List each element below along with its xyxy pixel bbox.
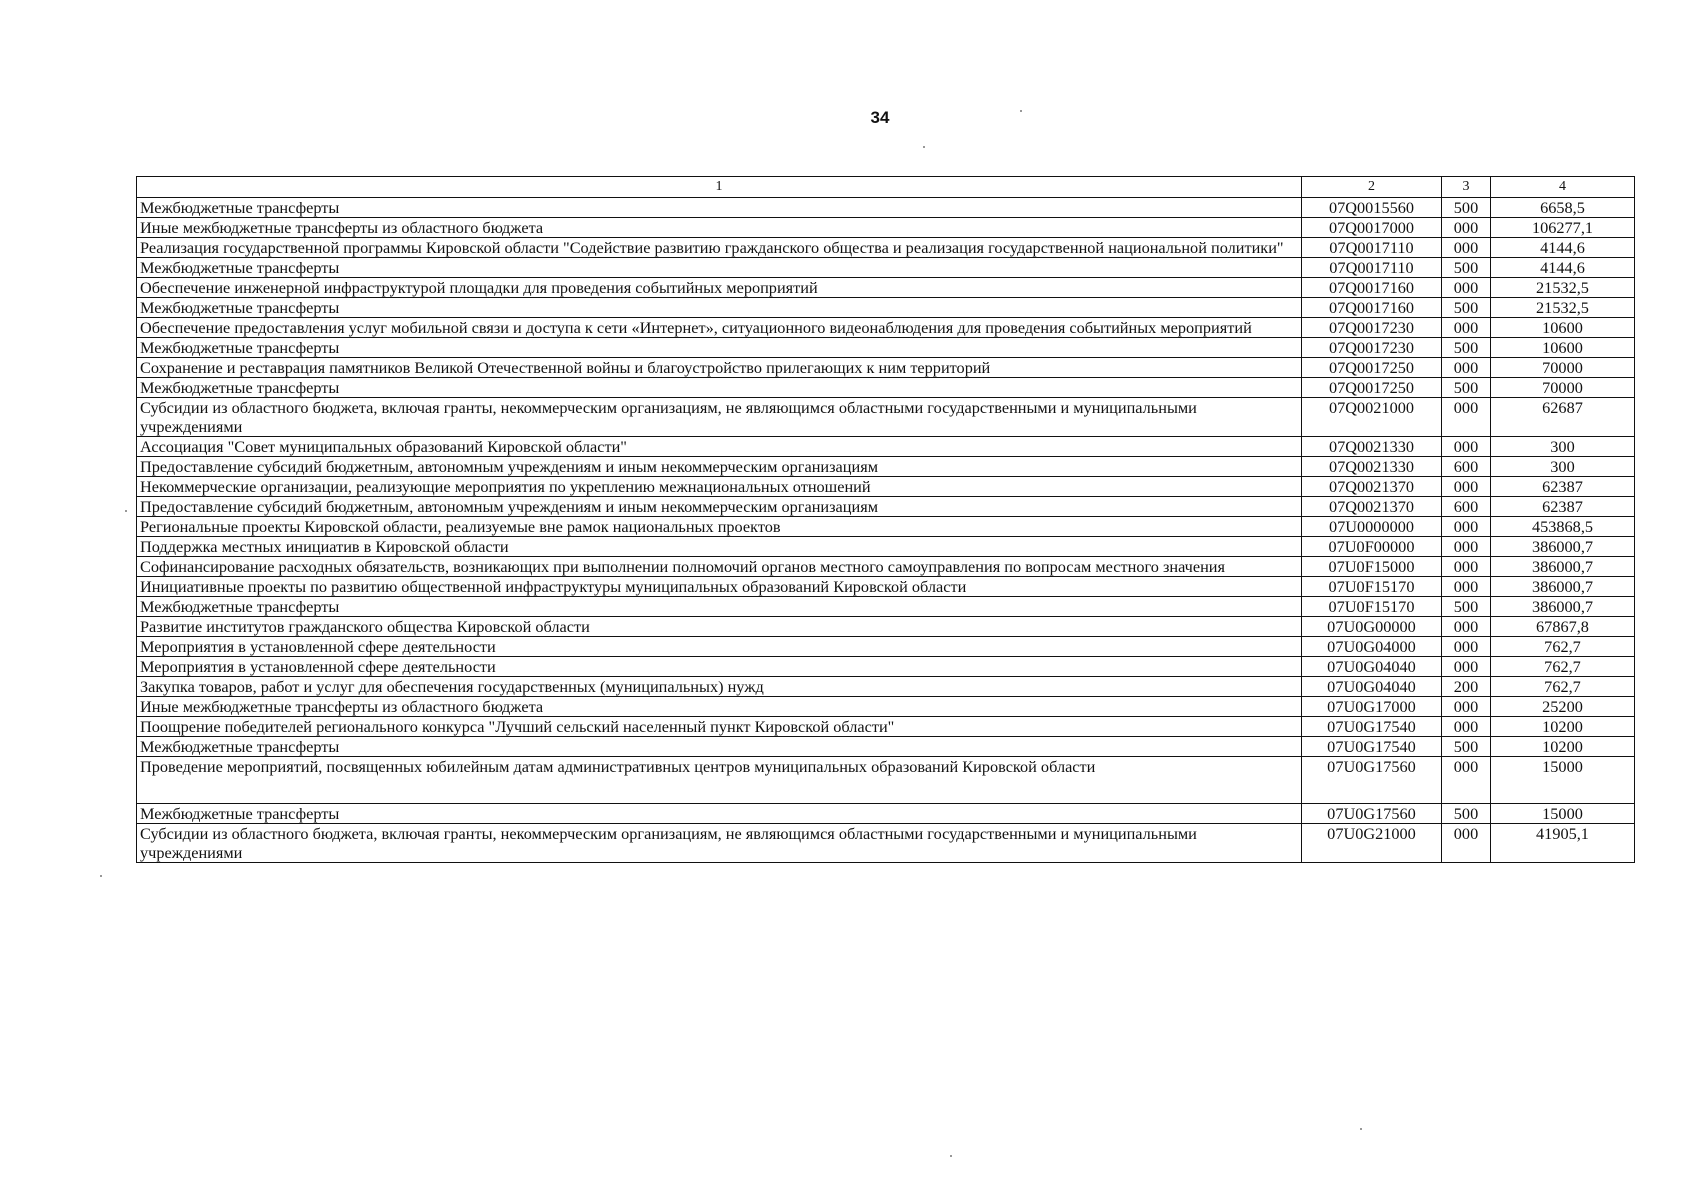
row-value-cell: 10600 (1491, 338, 1635, 358)
row-name-cell: Межбюджетные трансферты (137, 198, 1302, 218)
scan-speck (1360, 1128, 1362, 1130)
table-row (137, 338, 1635, 358)
row-code-cell: 07Q0021370 (1302, 477, 1442, 497)
row-value-cell: 70000 (1491, 378, 1635, 398)
row-code-cell: 07U0G04040 (1302, 657, 1442, 677)
row-name-cell: Субсидии из областного бюджета, включая гранты, некоммерческим организациям, не являющимся областными государственными и муниципальными учреждениями (137, 824, 1302, 863)
row-type-cell: 000 (1442, 637, 1491, 657)
table-row (137, 238, 1635, 258)
row-type-cell: 500 (1442, 258, 1491, 278)
row-name-cell: Предоставление субсидий бюджетным, автономным учреждениям и иным некоммерческим организациям (137, 497, 1302, 517)
row-value-cell: 10600 (1491, 318, 1635, 338)
row-name-cell: Обеспечение инженерной инфраструктурой площадки для проведения событийных мероприятий (137, 278, 1302, 298)
row-type-cell: 500 (1442, 298, 1491, 318)
row-value-cell: 62387 (1491, 497, 1635, 517)
row-type-cell: 000 (1442, 657, 1491, 677)
row-value-cell: 62387 (1491, 477, 1635, 497)
table-row (137, 318, 1635, 338)
row-type-cell: 000 (1442, 577, 1491, 597)
table-row (137, 597, 1635, 617)
row-type-cell: 600 (1442, 497, 1491, 517)
row-name-cell: Мероприятия в установленной сфере деятельности (137, 657, 1302, 677)
row-name-cell: Софинансирование расходных обязательств, возникающих при выполнении полномочий органов местного самоуправления по вопросам местного значения (137, 557, 1302, 577)
row-name-cell: Развитие институтов гражданского общества Кировской области (137, 617, 1302, 637)
row-type-cell: 500 (1442, 378, 1491, 398)
table-row (137, 737, 1635, 757)
row-code-cell: 07Q0021000 (1302, 398, 1442, 437)
row-code-cell: 07U0G17560 (1302, 757, 1442, 804)
row-type-cell: 500 (1442, 804, 1491, 824)
row-type-cell: 000 (1442, 238, 1491, 258)
column-header-1: 1 (137, 177, 1302, 198)
row-type-cell: 000 (1442, 398, 1491, 437)
row-code-cell: 07U0G17540 (1302, 737, 1442, 757)
row-name-cell: Иные межбюджетные трансферты из областного бюджета (137, 697, 1302, 717)
table-header-row (137, 177, 1635, 198)
table-row (137, 457, 1635, 477)
scan-speck (950, 1155, 952, 1157)
table-body (137, 198, 1635, 863)
row-type-cell: 500 (1442, 198, 1491, 218)
budget-table (136, 176, 1635, 863)
row-value-cell: 4144,6 (1491, 258, 1635, 278)
row-type-cell: 000 (1442, 537, 1491, 557)
row-value-cell: 762,7 (1491, 637, 1635, 657)
scan-speck (100, 875, 102, 877)
row-value-cell: 21532,5 (1491, 298, 1635, 318)
row-name-cell: Реализация государственной программы Кировской области "Содействие развитию гражданского общества и реализация государственной национальной политики" (137, 238, 1302, 258)
table-row (137, 637, 1635, 657)
table-row (137, 378, 1635, 398)
row-value-cell: 25200 (1491, 697, 1635, 717)
row-value-cell: 762,7 (1491, 677, 1635, 697)
row-code-cell: 07Q0017230 (1302, 318, 1442, 338)
row-code-cell: 07Q0021330 (1302, 437, 1442, 457)
table-row (137, 537, 1635, 557)
row-code-cell: 07U0F15170 (1302, 597, 1442, 617)
row-name-cell: Межбюджетные трансферты (137, 737, 1302, 757)
row-type-cell: 000 (1442, 697, 1491, 717)
table-row (137, 697, 1635, 717)
row-name-cell: Иные межбюджетные трансферты из областного бюджета (137, 218, 1302, 238)
row-type-cell: 000 (1442, 824, 1491, 863)
table-row (137, 657, 1635, 677)
row-code-cell: 07U0G17540 (1302, 717, 1442, 737)
row-name-cell: Региональные проекты Кировской области, реализуемые вне рамок национальных проектов (137, 517, 1302, 537)
column-header-4: 4 (1491, 177, 1635, 198)
scan-speck (1020, 110, 1022, 112)
row-type-cell: 000 (1442, 218, 1491, 238)
scan-speck (923, 146, 925, 148)
row-code-cell: 07Q0017110 (1302, 258, 1442, 278)
row-name-cell: Субсидии из областного бюджета, включая гранты, некоммерческим организациям, не являющимся областными государственными и муниципальными учреждениями (137, 398, 1302, 437)
row-value-cell: 300 (1491, 437, 1635, 457)
table-row (137, 617, 1635, 637)
row-code-cell: 07U0G04040 (1302, 677, 1442, 697)
table-row (137, 198, 1635, 218)
row-value-cell: 300 (1491, 457, 1635, 477)
row-code-cell: 07Q0017110 (1302, 238, 1442, 258)
row-type-cell: 000 (1442, 318, 1491, 338)
row-value-cell: 10200 (1491, 737, 1635, 757)
row-code-cell: 07U0G04000 (1302, 637, 1442, 657)
row-type-cell: 000 (1442, 757, 1491, 804)
table-row (137, 398, 1635, 437)
row-type-cell: 000 (1442, 358, 1491, 378)
column-header-2: 2 (1302, 177, 1442, 198)
row-type-cell: 000 (1442, 717, 1491, 737)
table-row (137, 298, 1635, 318)
table-row (137, 358, 1635, 378)
row-name-cell: Межбюджетные трансферты (137, 378, 1302, 398)
scan-speck (125, 510, 127, 512)
row-code-cell: 07U0G21000 (1302, 824, 1442, 863)
table-row (137, 258, 1635, 278)
table-row (137, 218, 1635, 238)
row-value-cell: 6658,5 (1491, 198, 1635, 218)
row-value-cell: 386000,7 (1491, 537, 1635, 557)
row-code-cell: 07U0G00000 (1302, 617, 1442, 637)
row-code-cell: 07U0F00000 (1302, 537, 1442, 557)
row-name-cell: Межбюджетные трансферты (137, 804, 1302, 824)
row-name-cell: Некоммерческие организации, реализующие мероприятия по укреплению межнациональных отношений (137, 477, 1302, 497)
row-name-cell: Межбюджетные трансферты (137, 258, 1302, 278)
row-name-cell: Мероприятия в установленной сфере деятельности (137, 637, 1302, 657)
table-row (137, 278, 1635, 298)
row-name-cell: Обеспечение предоставления услуг мобильной связи и доступа к сети «Интернет», ситуационного видеонаблюдения для проведения событийных мероприятий (137, 318, 1302, 338)
row-name-cell: Инициативные проекты по развитию общественной инфраструктуры муниципальных образований Кировской области (137, 577, 1302, 597)
row-value-cell: 386000,7 (1491, 557, 1635, 577)
row-code-cell: 07U0G17000 (1302, 697, 1442, 717)
row-value-cell: 386000,7 (1491, 577, 1635, 597)
table-row (137, 717, 1635, 737)
column-header-3: 3 (1442, 177, 1491, 198)
table-row (137, 804, 1635, 824)
row-type-cell: 000 (1442, 437, 1491, 457)
row-type-cell: 000 (1442, 477, 1491, 497)
row-value-cell: 10200 (1491, 717, 1635, 737)
row-value-cell: 106277,1 (1491, 218, 1635, 238)
row-name-cell: Закупка товаров, работ и услуг для обеспечения государственных (муниципальных) нужд (137, 677, 1302, 697)
page-number: 34 (870, 108, 890, 127)
row-name-cell: Предоставление субсидий бюджетным, автономным учреждениям и иным некоммерческим организациям (137, 457, 1302, 477)
row-name-cell: Проведение мероприятий, посвященных юбилейным датам административных центров муниципальных образований Кировской области (137, 757, 1302, 804)
row-code-cell: 07U0F15000 (1302, 557, 1442, 577)
row-value-cell: 15000 (1491, 757, 1635, 804)
table-row (137, 497, 1635, 517)
row-name-cell: Межбюджетные трансферты (137, 298, 1302, 318)
table-row (137, 677, 1635, 697)
row-value-cell: 4144,6 (1491, 238, 1635, 258)
row-type-cell: 500 (1442, 737, 1491, 757)
table-row (137, 824, 1635, 863)
row-code-cell: 07U0G17560 (1302, 804, 1442, 824)
row-code-cell: 07Q0017160 (1302, 298, 1442, 318)
row-name-cell: Межбюджетные трансферты (137, 338, 1302, 358)
row-code-cell: 07Q0017230 (1302, 338, 1442, 358)
row-value-cell: 70000 (1491, 358, 1635, 378)
table-row (137, 437, 1635, 457)
table-row (137, 477, 1635, 497)
table-row (137, 517, 1635, 537)
row-value-cell: 41905,1 (1491, 824, 1635, 863)
row-name-cell: Ассоциация "Совет муниципальных образований Кировской области" (137, 437, 1302, 457)
row-value-cell: 762,7 (1491, 657, 1635, 677)
row-type-cell: 000 (1442, 617, 1491, 637)
row-value-cell: 62687 (1491, 398, 1635, 437)
row-value-cell: 67867,8 (1491, 617, 1635, 637)
row-value-cell: 15000 (1491, 804, 1635, 824)
table-row (137, 577, 1635, 597)
row-name-cell: Сохранение и реставрация памятников Великой Отечественной войны и благоустройство прилегающих к ним территорий (137, 358, 1302, 378)
table-row (137, 557, 1635, 577)
row-value-cell: 21532,5 (1491, 278, 1635, 298)
row-code-cell: 07Q0017250 (1302, 378, 1442, 398)
row-code-cell: 07Q0021370 (1302, 497, 1442, 517)
row-code-cell: 07Q0017250 (1302, 358, 1442, 378)
row-code-cell: 07U0000000 (1302, 517, 1442, 537)
row-type-cell: 500 (1442, 597, 1491, 617)
row-code-cell: 07Q0015560 (1302, 198, 1442, 218)
row-name-cell: Поощрение победителей регионального конкурса "Лучший сельский населенный пункт Кировской области" (137, 717, 1302, 737)
row-value-cell: 386000,7 (1491, 597, 1635, 617)
row-type-cell: 000 (1442, 557, 1491, 577)
row-code-cell: 07Q0017000 (1302, 218, 1442, 238)
row-code-cell: 07Q0021330 (1302, 457, 1442, 477)
row-type-cell: 500 (1442, 338, 1491, 358)
row-value-cell: 453868,5 (1491, 517, 1635, 537)
table-row (137, 757, 1635, 804)
row-name-cell: Межбюджетные трансферты (137, 597, 1302, 617)
row-type-cell: 200 (1442, 677, 1491, 697)
row-name-cell: Поддержка местных инициатив в Кировской области (137, 537, 1302, 557)
row-code-cell: 07U0F15170 (1302, 577, 1442, 597)
row-type-cell: 000 (1442, 517, 1491, 537)
row-type-cell: 000 (1442, 278, 1491, 298)
row-code-cell: 07Q0017160 (1302, 278, 1442, 298)
row-type-cell: 600 (1442, 457, 1491, 477)
